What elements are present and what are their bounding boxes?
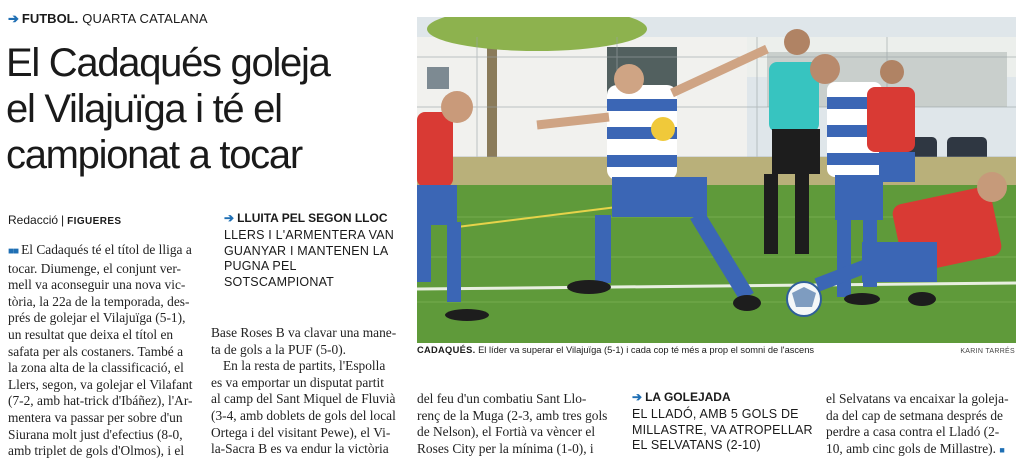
body-line: (7-2, amb hat-trick d'Ibáñez), l'Ar- [8,393,193,409]
caption-text: El líder va superar el Vilajuïga (5-1) i cada cop té més a prop el somni de l'ascens [478,345,815,355]
body-line: safata per als costaners. També a [8,343,184,359]
match-photo-illustration [417,17,1016,343]
sidebar-golejada [632,390,817,454]
body-line: es va emportar un disputat partit [211,374,384,390]
headline-line: campionat a tocar [6,133,302,177]
body-line: tòria, la 22a de la temporada, des- [8,293,190,309]
body-line: la zona alta de la classificació, el [8,360,184,376]
body-line: de Nelson), el Fortià va vèncer el [417,424,596,440]
body-line: un resultat que deixa el títol en [8,326,174,342]
body-column-1 [8,242,196,460]
body-line: del feu d'un combatiu Sant Llo- [417,391,587,406]
sidebar-deck [224,228,409,290]
sidebar-kicker: ➔ LA GOLEJADA [632,390,731,404]
body-line: (3-4, amb doblets de gols del local [211,407,396,423]
double-square-icon: ■■ [8,246,19,257]
body-line: 10, amb cinc gols de Millastre). ■ [826,440,1005,456]
headline [6,40,406,178]
photo-credit: KARIN TARRÉS [960,348,1015,355]
body-line: Ortega i del visitant Pewe), el Vi- [211,424,391,440]
body-line: ta de gols a la PUF (5-0). [211,341,346,357]
body-line: el Selvatans va encaixar la goleja- [826,391,1009,406]
byline [8,213,121,227]
body-line: da del cap de setmana després de [826,407,1003,423]
arrow-right-icon: ➔ [632,390,643,404]
deck-line: GUANYAR I MANTENEN LA [224,243,389,258]
deck-line: MILLASTRE, VA ATROPELLAR [632,422,813,437]
deck-line: EL LLADÓ, AMB 5 GOLS DE [632,407,799,421]
deck-line: EL SELVATANS (2-10) [632,438,761,452]
body-line: En la resta de partits, l'Espolla [223,358,386,374]
body-line: mentera va passar per sobre d'un [8,409,183,425]
headline-line: el Vilajuïga i té el [6,87,282,131]
section-sub: QUARTA CATALANA [82,11,208,26]
body-line: renç de la Muga (2-3, amb tres gols [417,407,608,423]
deck-line: LLERS I L'ARMENTERA VAN [224,228,394,242]
body-line: Llers, segon, va golejar el Vilafant [8,376,193,392]
body-line: amb triplet de gols d'Olmos), i el [8,443,185,459]
photo-caption [417,345,1017,355]
square-icon: ■ [999,444,1005,455]
body-line: la-Sacra B es va endur la victòria [211,441,389,457]
body-line: Siurana molt just d'efectius (8-0, [8,426,183,442]
body-column-4 [826,391,1017,458]
body-line: al camp del Sant Miquel de Fluvià [211,391,396,407]
byline-place: FIGUERES [67,216,122,227]
body-line: ■■ El Cadaqués té el títol de lliga a [8,242,192,257]
sidebar-second-place [224,211,409,290]
body-line: Roses City per la mínima (1-0), i [417,440,594,456]
byline-separator: | [61,213,65,227]
body-column-2 [211,325,399,458]
body-line: tocar. Diumenge, el conjunt ver- [8,260,182,276]
body-line: Base Roses B va clavar una mane- [211,325,397,340]
section-tag [8,11,208,27]
section-label: FUTBOL. [21,11,79,26]
deck-line: PUGNA PEL SOTSCAMPIONAT [224,259,335,289]
byline-author: Redacció [8,213,59,227]
sidebar-kicker: ➔ LLUITA PEL SEGON LLOC [224,211,388,225]
body-line: mell va aconseguir una nova vic- [8,277,186,293]
caption-place: CADAQUÉS. [417,345,476,355]
sidebar-deck [632,407,817,454]
match-photo [417,17,1016,343]
body-column-3 [417,391,609,457]
body-line: prés de golejar el Vilajuïga (5-1), [8,310,186,326]
headline-line: El Cadaqués goleja [6,41,330,85]
arrow-right-icon: ➔ [8,11,19,26]
arrow-right-icon: ➔ [224,211,235,225]
body-line: perdre a casa contra el Lladó (2- [826,424,1000,440]
